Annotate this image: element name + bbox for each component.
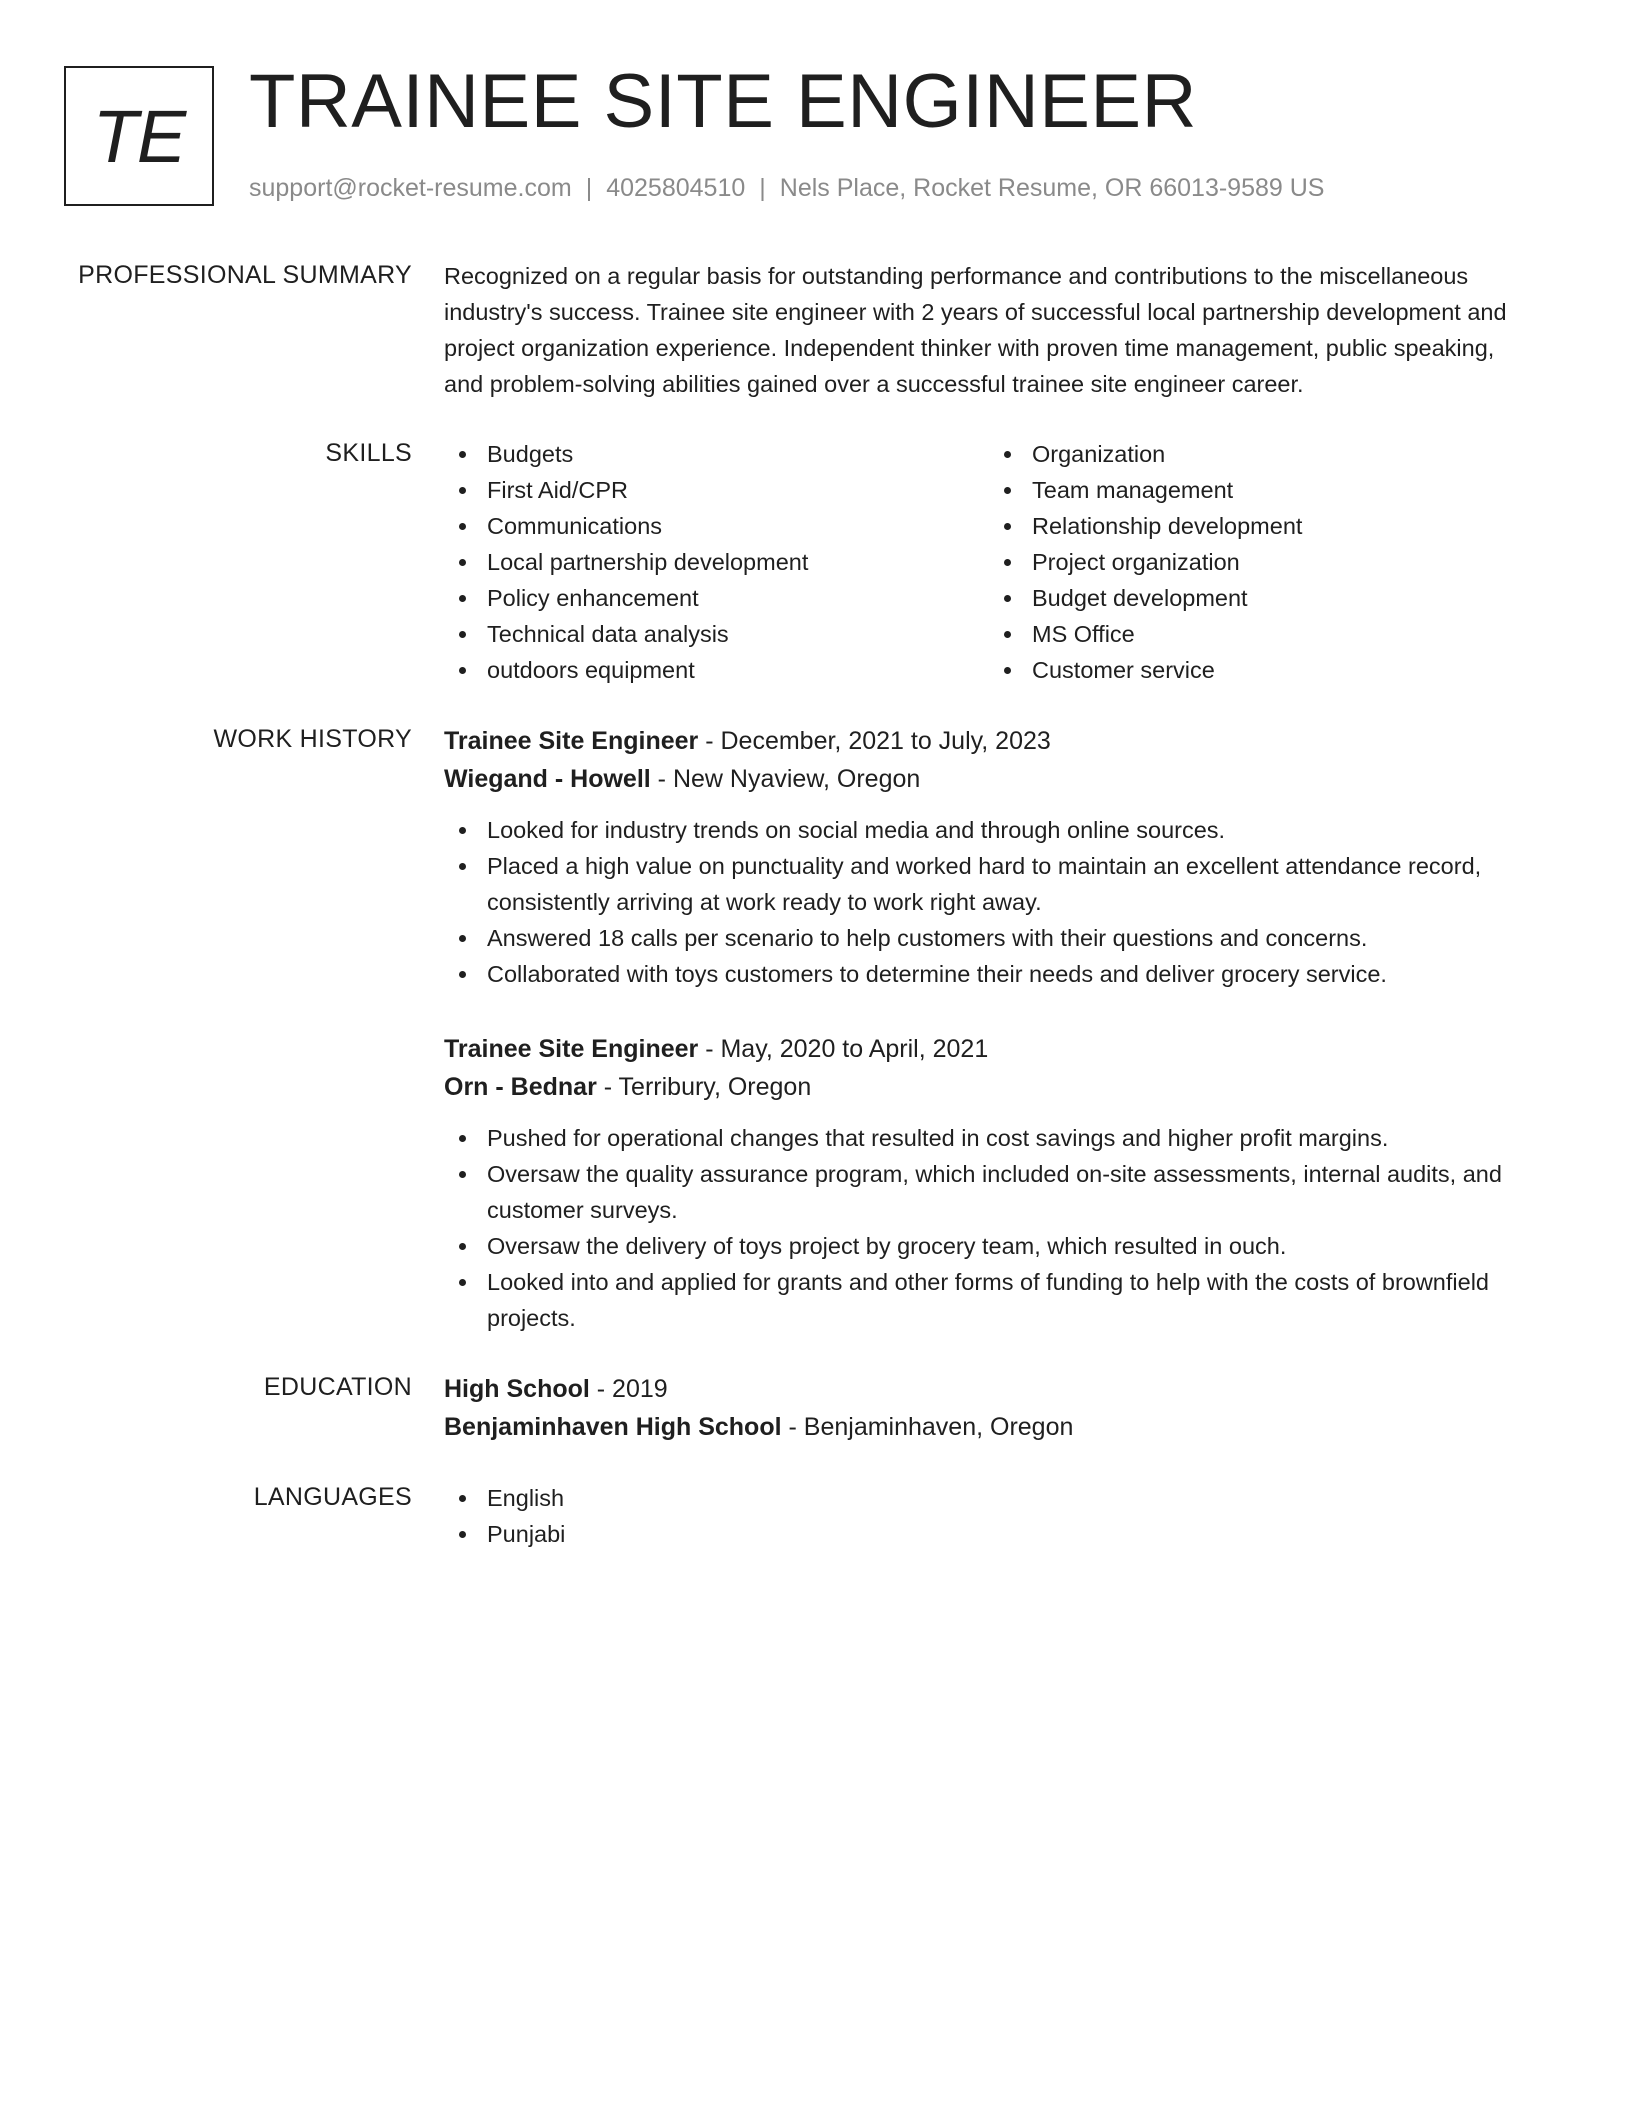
skill-item: Relationship development xyxy=(989,508,1534,544)
job-duties xyxy=(444,1120,1559,1336)
monogram-box xyxy=(64,66,214,206)
job-duty: Answered 18 calls per scenario to help customers with their questions and concerns. xyxy=(444,920,1559,956)
education-degree: High School xyxy=(444,1375,590,1403)
skill-item: Organization xyxy=(989,436,1534,472)
skill-item: Budgets xyxy=(444,436,989,472)
skill-item: Budget development xyxy=(989,580,1534,616)
job-duty: Looked into and applied for grants and other forms of funding to help with the costs of brownfield projects. xyxy=(444,1264,1559,1336)
language-item: English xyxy=(444,1480,1559,1516)
contact-line xyxy=(249,174,1324,203)
education-school-line xyxy=(444,1408,1559,1446)
education-school: Benjaminhaven High School xyxy=(444,1413,782,1441)
job-location: - Terribury, Oregon xyxy=(596,1073,812,1101)
monogram-initials: TE xyxy=(92,94,186,178)
contact-address: Nels Place, Rocket Resume, OR 66013-9589 US xyxy=(779,174,1325,202)
job-dates: - May, 2020 to April, 2021 xyxy=(698,1035,989,1063)
contact-phone[interactable]: 4025804510 xyxy=(606,174,746,202)
resume-header xyxy=(64,59,1564,214)
job-duty: Placed a high value on punctuality and worked hard to maintain an excellent attendance record, consistently arriving at work ready to work right away. xyxy=(444,848,1559,920)
education-year: - 2019 xyxy=(589,1375,668,1403)
skill-item: outdoors equipment xyxy=(444,652,989,688)
skills-column-left xyxy=(444,436,989,688)
contact-separator: | xyxy=(759,174,766,202)
languages-body xyxy=(444,1480,1559,1552)
education-section xyxy=(0,1370,1632,1446)
job-duties xyxy=(444,812,1559,992)
section-heading: LANGUAGES xyxy=(253,1483,412,1511)
education-body xyxy=(444,1370,1559,1446)
contact-separator: | xyxy=(585,174,593,202)
job-company-line xyxy=(444,1068,1559,1106)
skills-column-right xyxy=(989,436,1534,688)
skill-item: Customer service xyxy=(989,652,1534,688)
contact-email[interactable]: support@rocket-resume.com xyxy=(249,174,572,202)
job-entry xyxy=(444,722,1559,992)
skill-item: Team management xyxy=(989,472,1534,508)
skill-item: MS Office xyxy=(989,616,1534,652)
job-title-line xyxy=(444,722,1559,760)
skill-item: Policy enhancement xyxy=(444,580,989,616)
job-dates: - December, 2021 to July, 2023 xyxy=(698,727,1051,755)
job-title: Trainee Site Engineer xyxy=(444,1035,699,1063)
language-item: Punjabi xyxy=(444,1516,1559,1552)
section-heading: PROFESSIONAL SUMMARY xyxy=(78,261,412,289)
resume-title: TRAINEE SITE ENGINEER xyxy=(249,59,1197,144)
summary-section xyxy=(0,258,1632,402)
section-heading: SKILLS xyxy=(325,439,412,467)
job-company: Orn - Bednar xyxy=(444,1073,597,1101)
skill-item: Project organization xyxy=(989,544,1534,580)
job-duty: Collaborated with toys customers to determine their needs and deliver grocery service. xyxy=(444,956,1559,992)
education-location: - Benjaminhaven, Oregon xyxy=(781,1413,1074,1441)
job-duty: Looked for industry trends on social media and through online sources. xyxy=(444,812,1559,848)
summary-body xyxy=(444,258,1559,402)
education-degree-line xyxy=(444,1370,1559,1408)
job-title: Trainee Site Engineer xyxy=(444,727,699,755)
work-history-section xyxy=(0,722,1632,1336)
job-duty: Oversaw the quality assurance program, which included on-site assessments, internal audits, and customer surveys. xyxy=(444,1156,1559,1228)
job-entry xyxy=(444,1030,1559,1336)
skill-item: First Aid/CPR xyxy=(444,472,989,508)
job-duty: Pushed for operational changes that resulted in cost savings and higher profit margins. xyxy=(444,1120,1559,1156)
skill-item: Communications xyxy=(444,508,989,544)
section-heading: WORK HISTORY xyxy=(213,725,412,753)
job-company-line xyxy=(444,760,1559,798)
languages-section xyxy=(0,1480,1632,1552)
summary-text: Recognized on a regular basis for outstanding performance and contributions to the miscellaneous industry's success. Trainee site engineer with 2 years of successful local partnership development and project organization experience. Independent thinker with proven time management, public speaking, and problem-solving abilities gained over a successful trainee site engineer career. xyxy=(444,263,1507,397)
skill-item: Technical data analysis xyxy=(444,616,989,652)
section-heading: EDUCATION xyxy=(263,1373,412,1401)
resume-sections xyxy=(0,258,1632,1586)
job-location: - New Nyaview, Oregon xyxy=(650,765,921,793)
languages-list xyxy=(444,1480,1559,1552)
job-duty: Oversaw the delivery of toys project by grocery team, which resulted in ouch. xyxy=(444,1228,1559,1264)
skill-item: Local partnership development xyxy=(444,544,989,580)
skills-body xyxy=(444,436,1559,688)
job-title-line xyxy=(444,1030,1559,1068)
work-history-body xyxy=(444,722,1559,1336)
skills-grid xyxy=(444,436,1559,688)
job-company: Wiegand - Howell xyxy=(444,765,651,793)
skills-section xyxy=(0,436,1632,688)
